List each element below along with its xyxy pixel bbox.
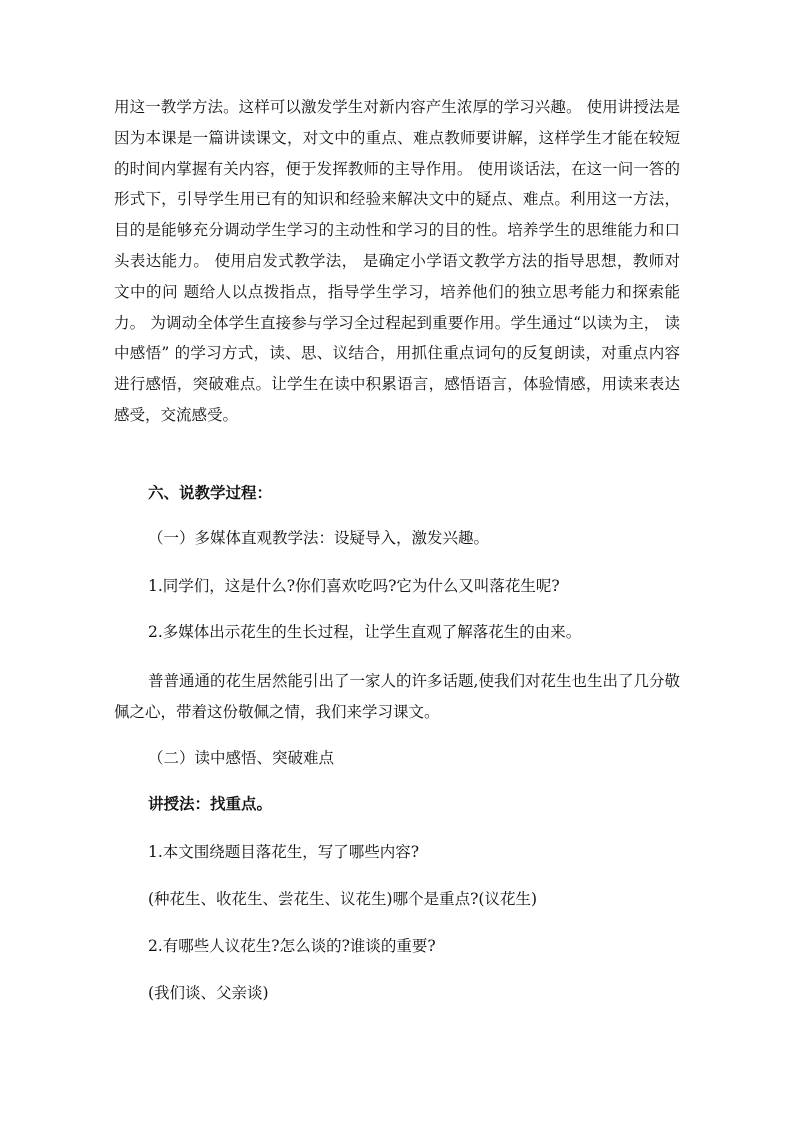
question-2: 2.有哪些人议花生?怎么谈的?谁谈的重要? <box>148 937 436 955</box>
subheading-multimedia: （一）多媒体直观教学法：设疑导入，激发兴趣。 <box>148 529 490 547</box>
answer-1: (种花生、收花生、尝花生、议花生)哪个是重点?(议花生) <box>148 890 538 908</box>
list-item-2: 2.多媒体出示花生的生长过程，让学生直观了解落花生的由来。 <box>148 623 582 641</box>
answer-2: (我们谈、父亲谈) <box>148 984 269 1002</box>
section-heading-teaching-process: 六、说教学过程： <box>148 483 273 502</box>
question-1: 1.本文围绕题目落花生，写了哪些内容? <box>148 843 420 861</box>
method-label: 讲授法：找重点。 <box>148 794 273 813</box>
body-paragraph-intro: 普普通通的花生居然能引出了一家人的许多话题,使我们对花生也生出了几分敬佩之心，带着这份敬佩之情，我们来学习课文。 <box>114 672 680 721</box>
subheading-reading: （二）读中感悟、突破难点 <box>148 749 335 767</box>
body-paragraph-methods: 用这一教学方法。这样可以激发学生对新内容产生浓厚的学习兴趣。 使用讲授法是因为本课是一篇讲读课文，对文中的重点、难点教师要讲解，这样学生才能在较短的时间内掌握有关内容，便于发挥教师的主导作用。 使用谈话法，在这一问一答的形式下，引导学生用已有的知识和经验来解决文中的疑点、难点。利用这一方法，目的是能够充分调动学生学习的主动性和学习的目的性。培养学生的思维能力和口头表达能力。 使用启发式教学法， 是确定小学语文教学方法的指导思想，教师对文中的问 题给人以点拨指点，指导学生学习，培养他们的独立思考能力和探索能力。 为调动全体学生直接参与学习全过程起到重要作用。学生通过“以读为主， 读中感悟” 的学习方式，读、思、议结合，用抓住重点词句的反复朗读，对重点内容进行感悟，突破难点。让学生在读中积累语言，感悟语言，体验情感，用读来表达感受，交流感受。 <box>114 98 680 424</box>
list-item-1: 1.同学们，这是什么?你们喜欢吃吗?它为什么又叫落花生呢? <box>148 577 560 595</box>
